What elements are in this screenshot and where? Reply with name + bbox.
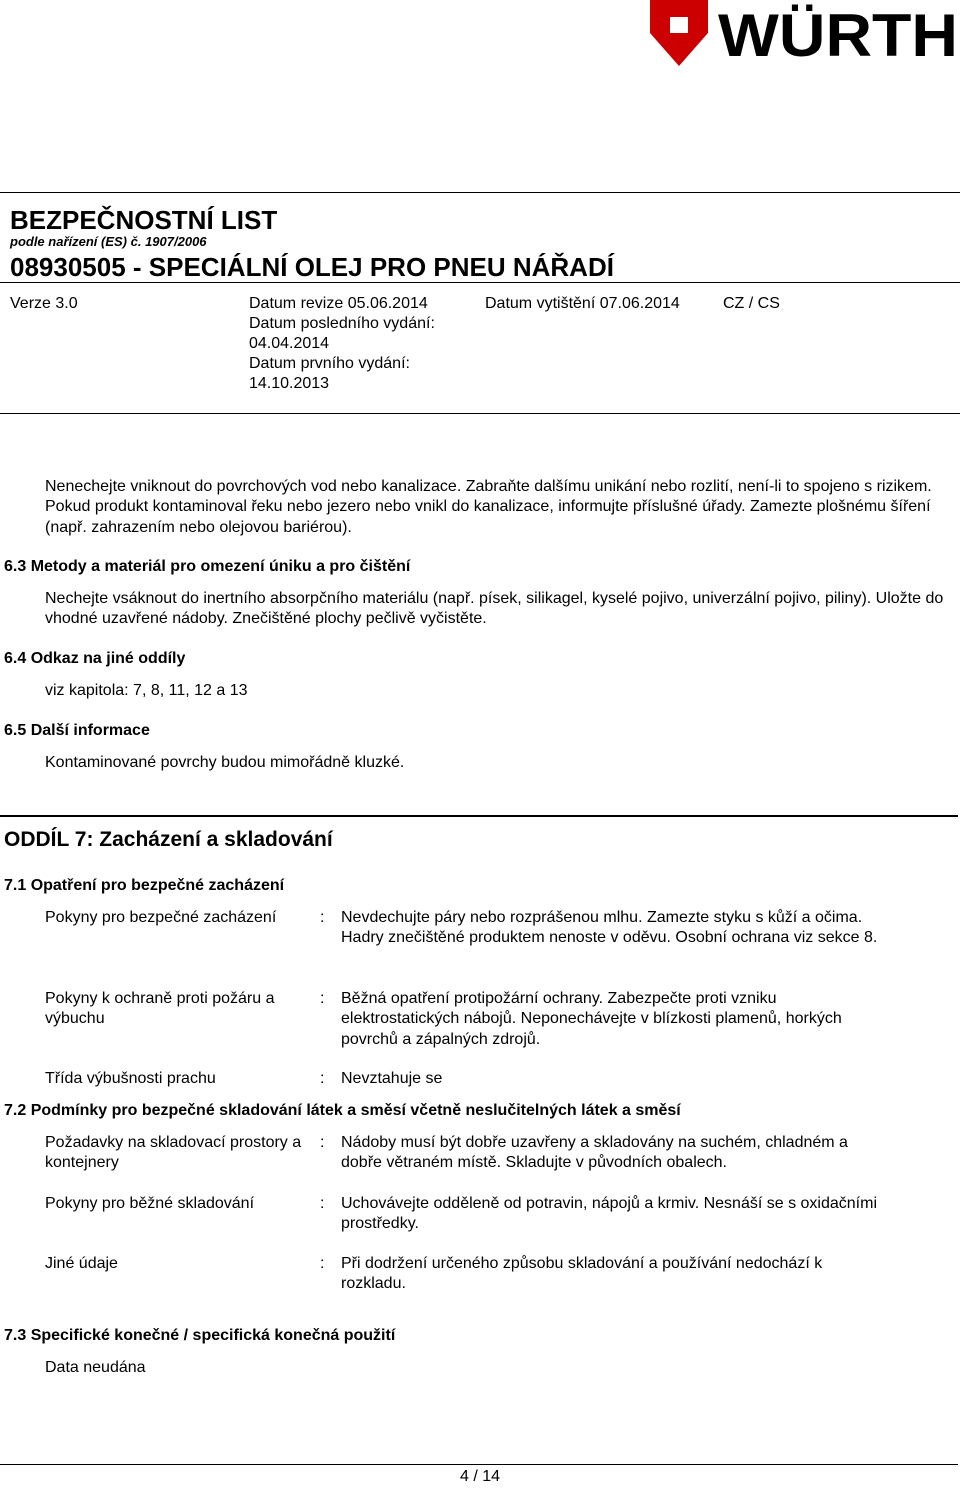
row-colon: : [320,1134,325,1151]
heading-6-3: 6.3 Metody a materiál pro omezení úniku a pro čištění [4,558,411,575]
row-value: Při dodržení určeného způsobu skladování a používání nedochází k rozkladu. [341,1255,823,1293]
row-colon: : [320,990,325,1007]
row-colon: : [320,1255,325,1272]
section-7-rule [0,815,958,817]
heading-7-1: 7.1 Opatření pro bezpečné zacházení [4,877,285,894]
logo-wordmark: WÜRTH [718,2,958,69]
row-label: Jiné údaje [45,1255,118,1272]
row-label: Pokyny pro bezpečné zacházení [45,909,277,926]
page-number: 4 / 14 [459,1468,501,1485]
text-6-5: Kontaminované povrchy budou mimořádně kluzké. [45,754,405,771]
print-date: Datum vytištění 07.06.2014 [485,295,680,312]
row-label: Pokyny pro běžné skladování [45,1195,255,1212]
text-7-3: Data neudána [45,1359,146,1376]
row-value: Nádoby musí být dobře uzavřeny a skladovány na suchém, chladném a dobře větraném místě. Skladujte v původních obalech. [341,1134,848,1172]
row-value: Nevdechujte páry nebo rozprášenou mlhu. Zamezte styku s kůží a očima. Hadry znečištěné produktem nenoste v oděvu. Osobní ochrana viz sekce 8. [341,909,878,947]
wurth-logo [646,0,960,70]
header-top-rule [0,192,960,193]
row-label: Třída výbušnosti prachu [45,1070,216,1087]
last-issue-label: Datum posledního vydání: [249,315,435,332]
revision-date: Datum revize 05.06.2014 [249,295,428,312]
row-colon: : [320,1070,325,1087]
row-value: Běžná opatření protipožární ochrany. Zabezpečte proti vzniku elektrostatických nábojů. Neponechávejte v blízkosti plamenů, horkých povrchů a zápalných zdrojů. [341,990,842,1048]
logo-red-mark [650,0,708,66]
first-issue-date: 14.10.2013 [249,375,330,392]
header-bottom-rule [0,413,960,414]
regulation-reference: podle nařízení (ES) č. 1907/2006 [10,234,207,249]
heading-7-2: 7.2 Podmínky pro bezpečné skladování látek a směsí včetně neslučitelných látek a směsí [4,1102,681,1119]
row-colon: : [320,1195,325,1212]
heading-6-5: 6.5 Další informace [4,722,150,739]
row-label: Pokyny k ochraně proti požáru a výbuchu [45,990,275,1028]
product-title: 08930505 - SPECIÁLNÍ OLEJ PRO PNEU NÁŘADÍ [10,252,614,282]
row-label: Požadavky na skladovací prostory a kontejnery [45,1134,302,1172]
last-issue-date: 04.04.2014 [249,335,330,352]
text-6-3: Nechejte vsáknout do inertního absorpčního materiálu (např. písek, silikagel, kyselé pojivo, univerzální pojivo, piliny). Uložte do vhodné uzavřené nádoby. Znečištěné plochy pečlivě vyčistěte. [45,590,944,628]
document-title: BEZPEČNOSTNÍ LIST [10,205,278,235]
language-code: CZ / CS [723,295,780,312]
row-colon: : [320,909,325,926]
section-7-title: ODDÍL 7: Zacházení a skladování [4,828,333,851]
text-6-4: viz kapitola: 7, 8, 11, 12 a 13 [45,682,248,699]
row-value: Uchovávejte odděleně od potravin, nápojů a krmiv. Nesnáší se s oxidačními prostředky. [341,1195,877,1233]
row-value: Nevztahuje se [341,1070,443,1087]
heading-6-4: 6.4 Odkaz na jiné oddíly [4,650,186,667]
first-issue-label: Datum prvního vydání: [249,355,410,372]
heading-7-3: 7.3 Specifické konečné / specifická konečná použití [4,1327,396,1344]
version: Verze 3.0 [10,295,78,312]
footer-rule [0,1464,958,1465]
intro-paragraph: Nenechejte vniknout do povrchových vod nebo kanalizace. Zabraňte dalšímu unikání nebo rozlití, není-li to spojeno s rizikem. Pokud produkt kontaminoval řeku nebo jezero nebo vnikl do kanalizace, informujte příslušné úřady. Zamezte plošnému šíření (např. zahrazením nebo olejovou bariérou). [45,478,932,536]
header-title-rule [0,282,960,283]
